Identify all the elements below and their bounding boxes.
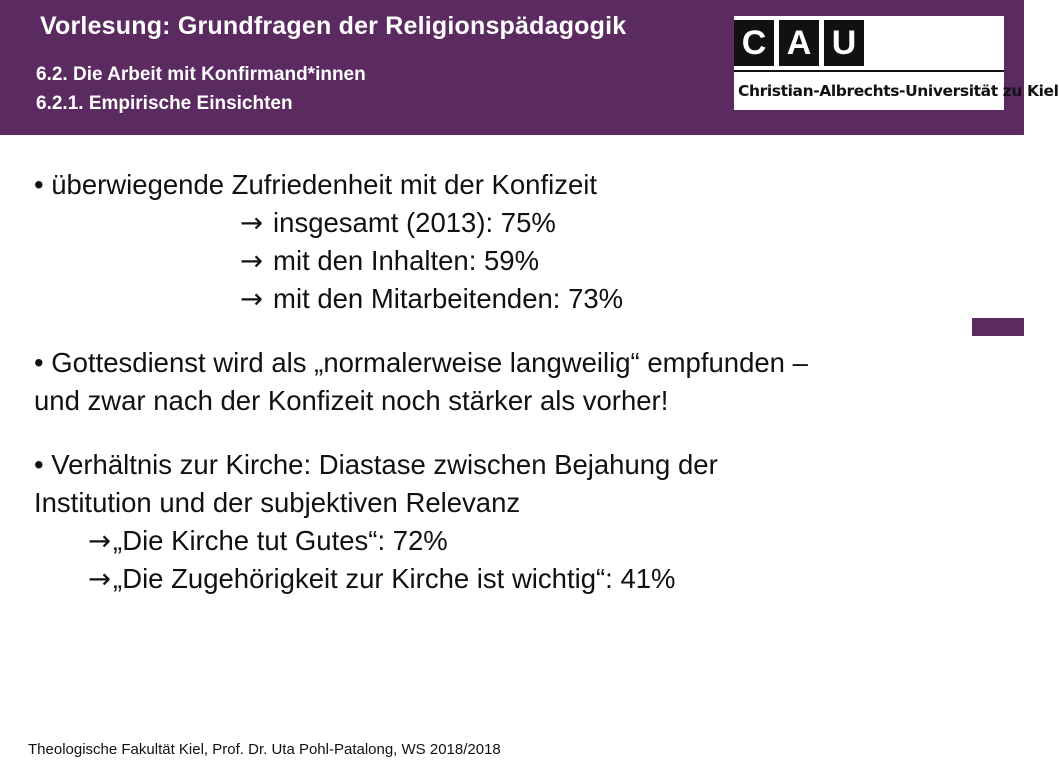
right-arrow-icon: → [240, 245, 264, 277]
right-arrow-icon: → [240, 207, 264, 239]
satisfaction-content [34, 242, 994, 280]
university-logo [734, 16, 1059, 110]
right-arrow-icon: → [240, 283, 264, 315]
bullet-line: Institution und der subjektiven Relevanz [34, 487, 521, 518]
logo-divider [734, 70, 1004, 72]
right-arrow-icon: → [88, 525, 112, 557]
section-heading: 6.2. Die Arbeit mit Konfirmand*innen [36, 64, 366, 85]
satisfaction-staff [34, 280, 994, 318]
right-arrow-icon: → [88, 563, 112, 595]
sub-item-text: mit den Mitarbeitenden: 73% [273, 283, 624, 314]
subsection-heading: 6.2.1. Empirische Einsichten [36, 93, 293, 114]
bullet-line: und zwar nach der Konfizeit noch stärker als vorher! [34, 385, 669, 416]
slide-content [34, 166, 994, 598]
church-membership-important [34, 560, 994, 598]
header-band [0, 0, 1059, 135]
bullet-church-relation [34, 446, 994, 522]
university-name: Christian-Albrechts-Universität zu Kiel [738, 82, 1059, 100]
logo-letter-c: C [734, 20, 774, 66]
bullet-line: • Verhältnis zur Kirche: Diastase zwischen Bejahung der [34, 449, 718, 480]
sub-item-text: „Die Zugehörigkeit zur Kirche ist wichtig“: 41% [113, 563, 676, 594]
sub-item-text: „Die Kirche tut Gutes“: 72% [113, 525, 448, 556]
bullet-worship [34, 344, 994, 420]
course-title: Vorlesung: Grundfragen der Religionspädagogik [40, 12, 627, 40]
bullet-satisfaction: • überwiegende Zufriedenheit mit der Konfizeit [34, 169, 597, 200]
logo-letter-u: U [824, 20, 864, 66]
satisfaction-overall [34, 204, 994, 242]
footer-credit: Theologische Fakultät Kiel, Prof. Dr. Uta Pohl-Patalong, WS 2018/2018 [28, 741, 501, 758]
bullet-line: • Gottesdienst wird als „normalerweise langweilig“ empfunden – [34, 347, 808, 378]
logo-letters [734, 20, 866, 66]
logo-letter-a: A [779, 20, 819, 66]
church-does-good [34, 522, 994, 560]
sub-item-text: mit den Inhalten: 59% [273, 245, 540, 276]
sub-item-text: insgesamt (2013): 75% [273, 207, 556, 238]
